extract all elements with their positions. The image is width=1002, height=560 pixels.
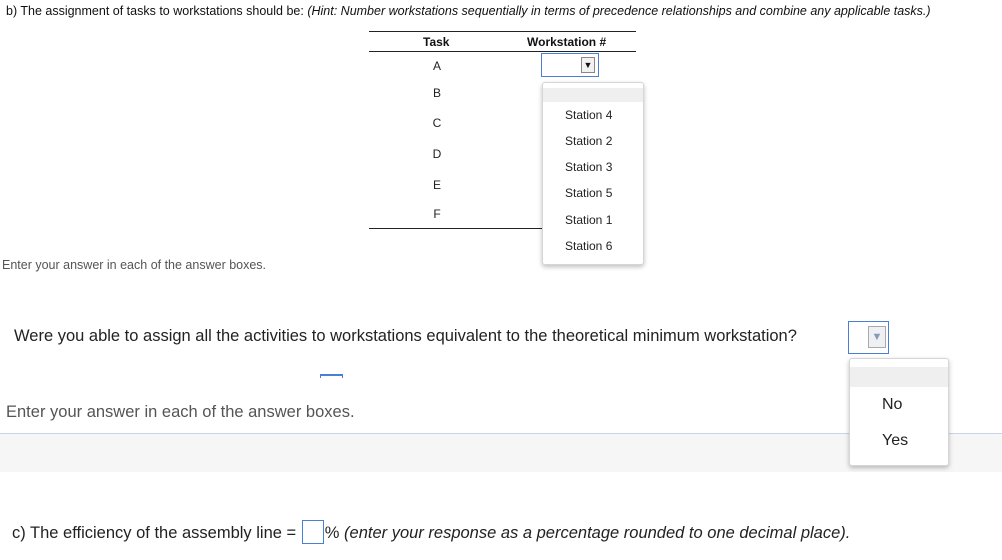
station-option-blank[interactable]: [543, 88, 643, 102]
part-b-prompt: [6, 4, 931, 18]
yes-no-dropdown-menu: [849, 358, 949, 466]
station-option[interactable]: Station 6: [565, 239, 613, 253]
header-task: Task: [423, 35, 450, 49]
dropdown-arrow-icon[interactable]: ▼: [868, 326, 886, 348]
part-c-note: (enter your response as a percentage rounded to one decimal place).: [344, 524, 851, 542]
station-option[interactable]: Station 3: [565, 160, 613, 174]
table-top-rule: [369, 31, 636, 32]
station-dropdown-menu: [542, 82, 644, 265]
percent-unit: %: [324, 524, 340, 542]
part-c-prompt: [12, 520, 850, 544]
task-cell-e: E: [432, 178, 441, 192]
task-cell-a: A: [432, 59, 441, 73]
part-c-text: c) The efficiency of the assembly line =: [12, 524, 297, 542]
part-b-hint: (Hint: Number workstations sequentially in terms of precedence relationships and combine any applicable tasks.): [307, 4, 931, 18]
yes-no-option-blank[interactable]: [850, 367, 948, 387]
option-no[interactable]: No: [882, 396, 903, 413]
enter-answer-instruction: Enter your answer in each of the answer boxes.: [6, 403, 355, 421]
station-option[interactable]: Station 4: [565, 108, 613, 122]
yes-no-select[interactable]: [848, 321, 889, 354]
option-yes[interactable]: Yes: [882, 432, 909, 449]
workstation-select-a[interactable]: [541, 53, 599, 77]
station-option[interactable]: Station 2: [565, 134, 613, 148]
task-cell-b: B: [432, 86, 441, 100]
header-workstation: Workstation #: [527, 35, 607, 49]
task-cell-f: F: [433, 207, 441, 221]
part-b-text: b) The assignment of tasks to workstations should be:: [6, 4, 304, 18]
station-option[interactable]: Station 5: [565, 186, 613, 200]
answer-box-fragment: [320, 374, 343, 378]
question-text: Were you able to assign all the activities to workstations equivalent to the theoretical minimum workstation?: [14, 327, 797, 345]
table-header-rule: [369, 51, 636, 52]
station-option[interactable]: Station 1: [565, 213, 613, 227]
task-cell-c: C: [432, 116, 442, 130]
dropdown-arrow-icon[interactable]: ▼: [581, 57, 595, 73]
efficiency-input[interactable]: [302, 520, 324, 544]
enter-answer-instruction: Enter your answer in each of the answer boxes.: [2, 258, 267, 272]
task-cell-d: D: [432, 147, 442, 161]
